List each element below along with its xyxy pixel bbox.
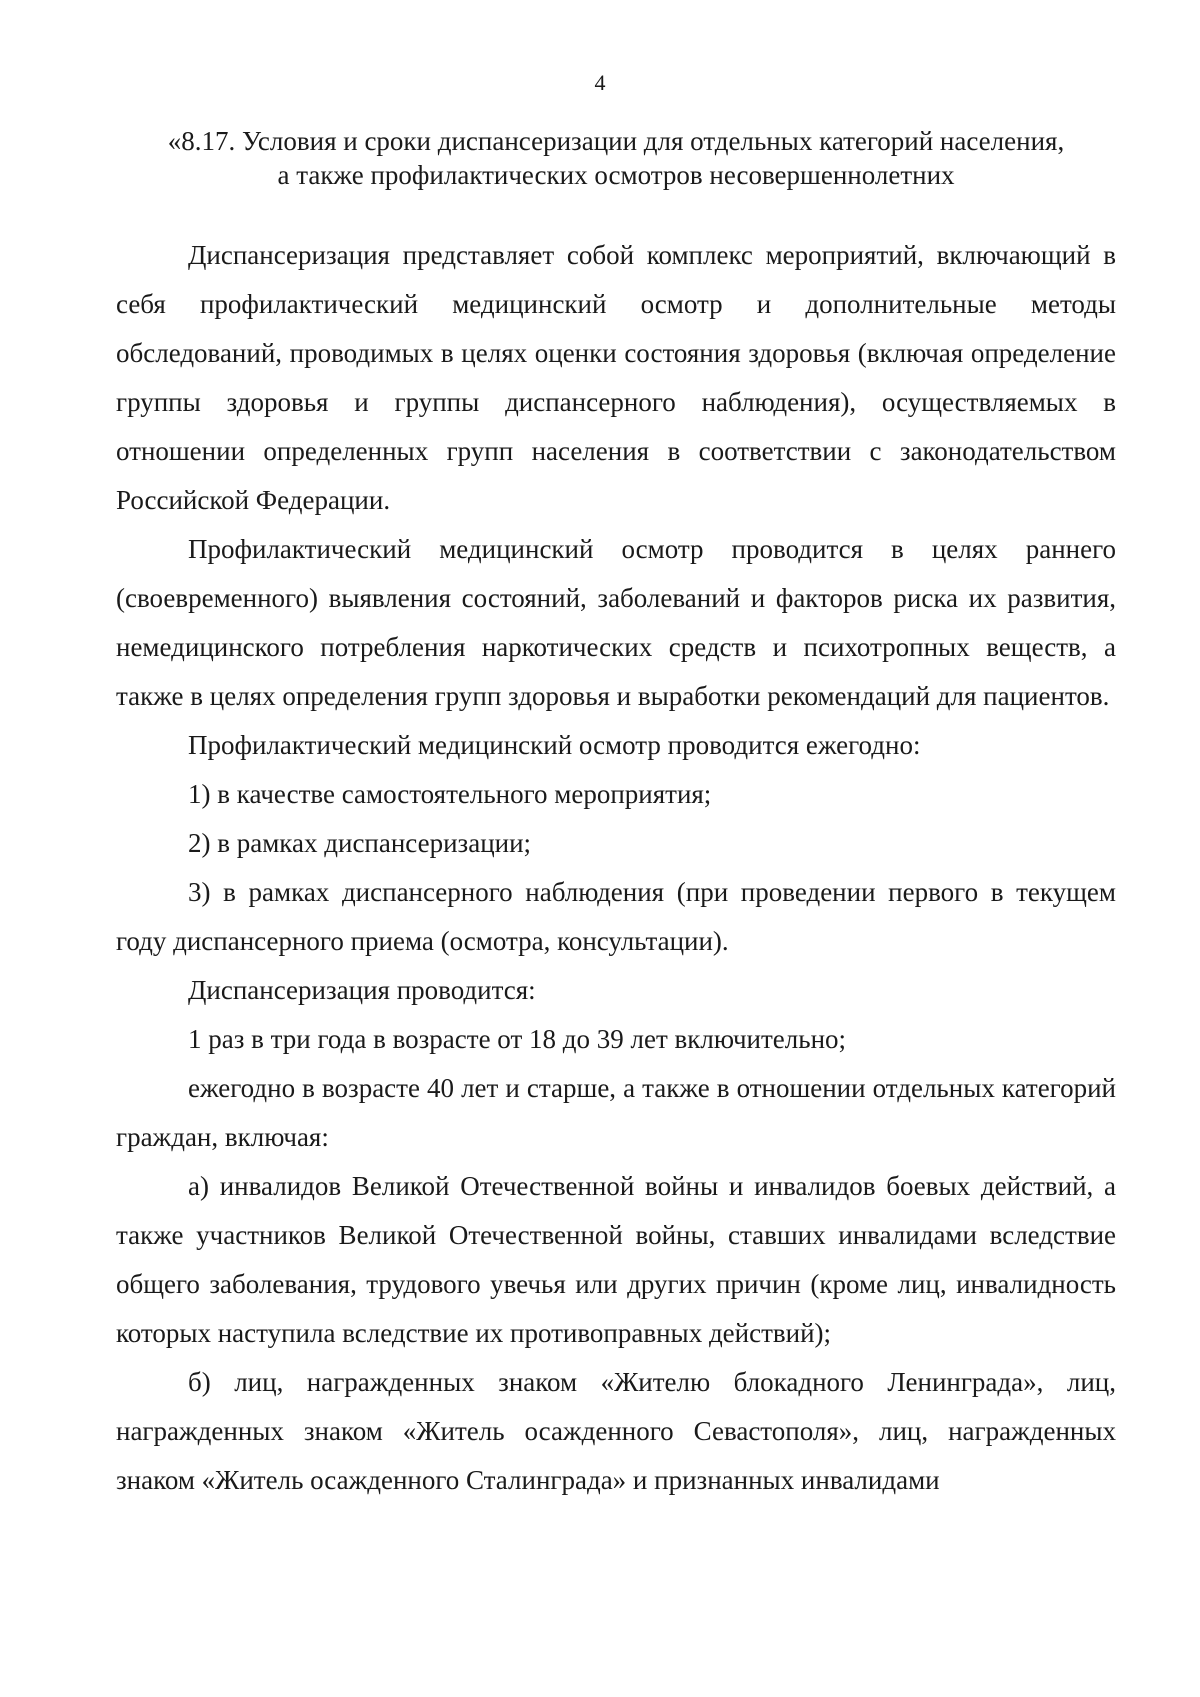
section-heading-line-2: а также профилактических осмотров несовершеннолетних [277,160,955,190]
paragraph-dispensary-intro: Диспансеризация проводится: [188,975,536,1005]
paragraph-annual-intro: Профилактический медицинский осмотр проводится ежегодно: [188,730,921,760]
section-heading-line-1: «8.17. Условия и сроки диспансеризации для отдельных категорий населения, [167,126,1065,156]
list-item-a: а) инвалидов Великой Отечественной войны и инвалидов боевых действий, а также участников Великой Отечественной войны, ставших инвалидами вследствие общего заболевания, трудового увечья или других причин (кроме лиц, инвалидность которых наступила вследствие их противоправных действий); [116,1171,1116,1348]
list-item-3: 3) в рамках диспансерного наблюдения (при проведении первого в текущем году диспансерного приема (осмотра, консультации). [116,877,1116,956]
list-item-2: 2) в рамках диспансеризации; [188,828,532,858]
paragraph-purpose: Профилактический медицинский осмотр проводится в целях раннего (своевременного) выявления состояний, заболеваний и факторов риска их развития, немедицинского потребления наркотических средств и психотропных веществ, а также в целях определения групп здоровья и выработки рекомендаций для пациентов. [116,534,1116,711]
paragraph-annually-40-plus: ежегодно в возрасте 40 лет и старше, а также в отношении отдельных категорий граждан, включая: [116,1073,1116,1152]
body-text [116,231,1116,1505]
section-heading [116,124,1116,192]
paragraph-definition: Диспансеризация представляет собой комплекс мероприятий, включающий в себя профилактический медицинский осмотр и дополнительные методы обследований, проводимых в целях оценки состояния здоровья (включая определение группы здоровья и группы диспансерного наблюдения), осуществляемых в отношении определенных групп населения в соответствии с законодательством Российской Федерации. [116,240,1116,515]
paragraph-every-three-years: 1 раз в три года в возрасте от 18 до 39 лет включительно; [188,1024,847,1054]
list-item-1: 1) в качестве самостоятельного мероприятия; [188,779,712,809]
page-number: 4 [594,70,606,95]
list-item-b: б) лиц, награжденных знаком «Жителю блокадного Ленинграда», лиц, награжденных знаком «Житель осажденного Севастополя», лиц, награжденных знаком «Житель осажденного Сталинграда» и признанных инвалидами [116,1367,1116,1495]
